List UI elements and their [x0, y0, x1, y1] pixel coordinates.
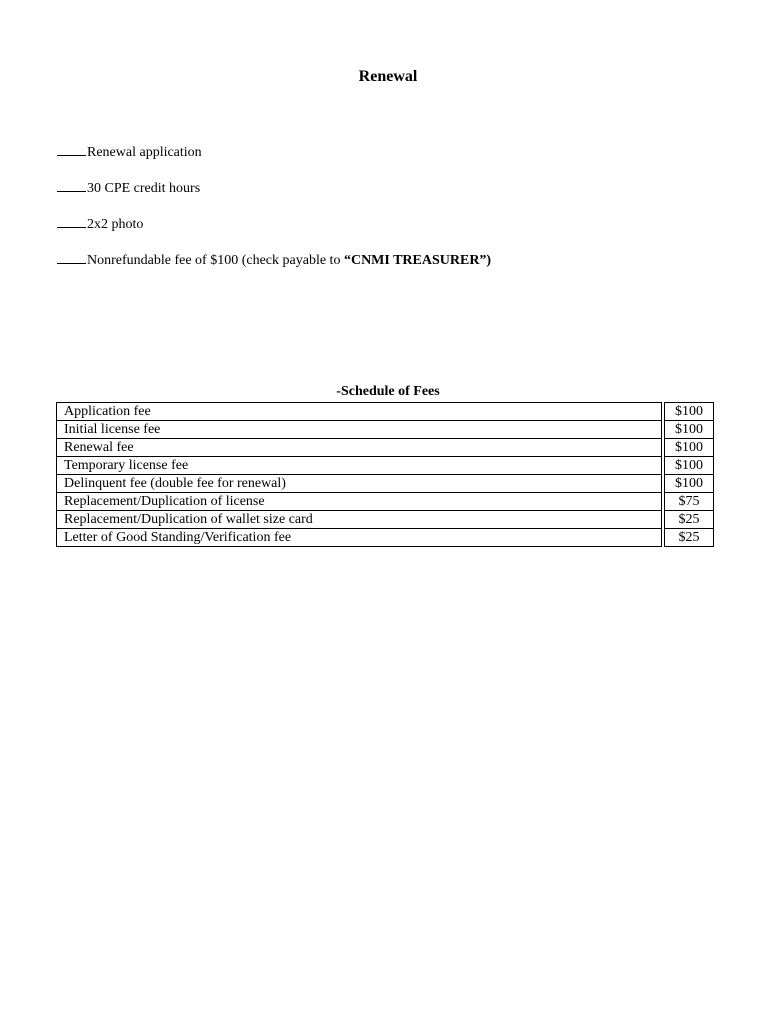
fee-amount: $100 [665, 421, 714, 439]
table-row [57, 529, 714, 547]
fee-label: Temporary license fee [57, 457, 662, 475]
checklist-item-renewal-application [57, 142, 491, 160]
table-row [57, 439, 714, 457]
checklist-item-cpe-hours [57, 178, 491, 196]
checklist-item-label: Renewal application [87, 145, 202, 160]
checklist-item-label: 30 CPE credit hours [87, 181, 201, 196]
checkbox-blank[interactable] [57, 142, 86, 156]
fee-amount: $100 [665, 439, 714, 457]
table-row [57, 475, 714, 493]
fee-label: Renewal fee [57, 439, 662, 457]
payee-name: “CNMI TREASURER”) [343, 253, 492, 268]
table-row [57, 511, 714, 529]
checkbox-blank[interactable] [57, 178, 86, 192]
checklist-item-label: 2x2 photo [87, 217, 144, 232]
fee-amount: $75 [665, 493, 714, 511]
checklist-item-label: Nonrefundable fee of $100 (check payable to [87, 253, 344, 268]
fee-label: Initial license fee [57, 421, 662, 439]
fee-label: Replacement/Duplication of license [57, 493, 662, 511]
table-row [57, 457, 714, 475]
fee-label: Application fee [57, 403, 662, 421]
fee-amount: $100 [665, 457, 714, 475]
requirements-checklist [57, 142, 491, 286]
table-row [57, 493, 714, 511]
checkbox-blank[interactable] [57, 250, 86, 264]
fee-amount: $100 [665, 403, 714, 421]
checklist-item-fee [57, 250, 491, 268]
fee-label: Replacement/Duplication of wallet size card [57, 511, 662, 529]
checklist-item-photo [57, 214, 491, 232]
fee-label: Delinquent fee (double fee for renewal) [57, 475, 662, 493]
table-row [57, 403, 714, 421]
fee-amount: $100 [665, 475, 714, 493]
checkbox-blank[interactable] [57, 214, 86, 228]
fees-table [56, 402, 714, 547]
table-row [57, 421, 714, 439]
page-title: Renewal [358, 68, 418, 85]
fee-amount: $25 [665, 511, 714, 529]
fees-schedule-title: -Schedule of Fees [336, 384, 440, 399]
fee-label: Letter of Good Standing/Verification fee [57, 529, 662, 547]
fee-amount: $25 [665, 529, 714, 547]
